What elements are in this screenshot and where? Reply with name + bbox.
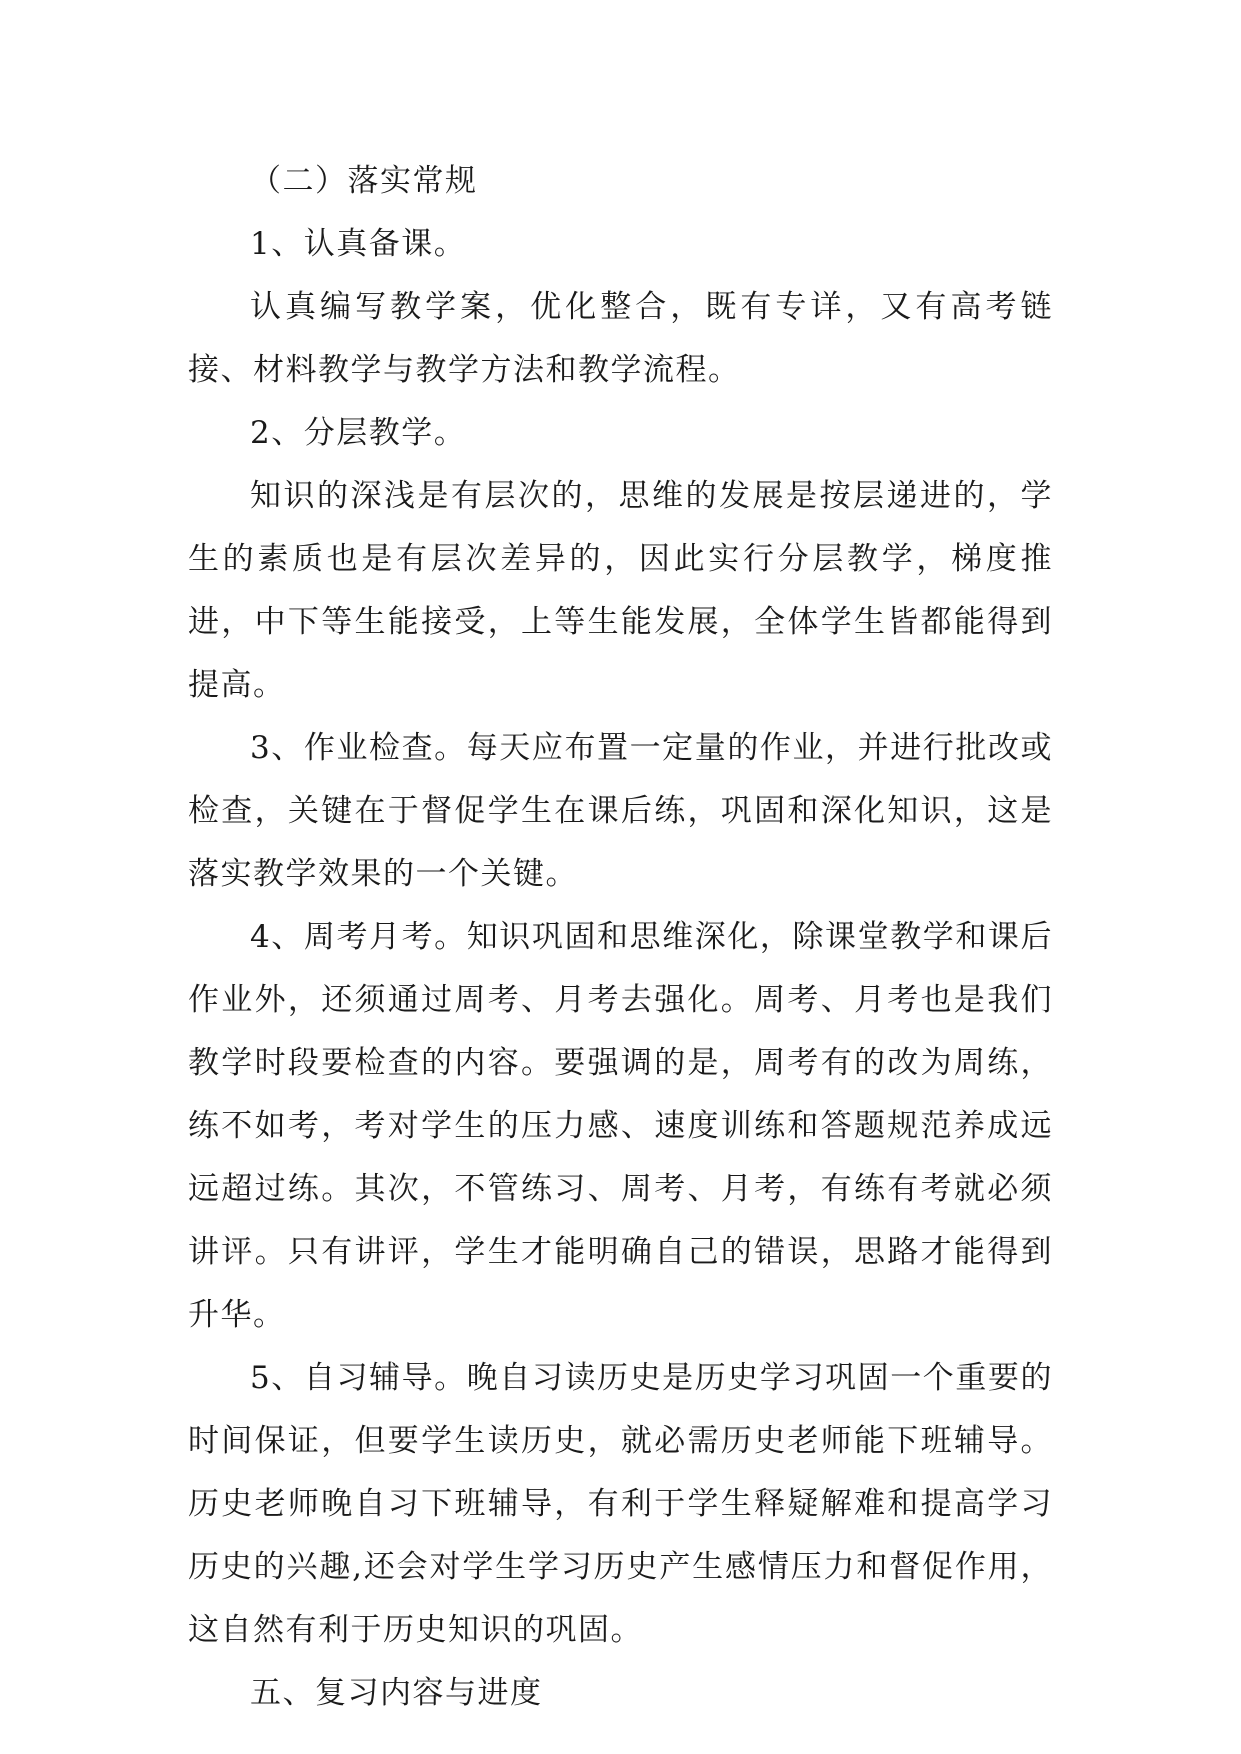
paragraph-lesson-prep: 认真编写教学案，优化整合，既有专详，又有高考链接、材料教学与教学方法和教学流程。 (188, 289, 1053, 388)
paragraph-tiered-teaching: 知识的深浅是有层次的，思维的发展是按层递进的，学生的素质也是有层次差异的，因此实行分层教学，梯度推进，中下等生能接受，上等生能发展，全体学生皆都能得到提高。 (188, 478, 1053, 703)
section-heading-review-content: 五、复习内容与进度 (250, 1675, 543, 1711)
document-body (188, 150, 1053, 1725)
paragraph-weekly-monthly-exams: 4、周考月考。知识巩固和思维深化，除课堂教学和课后作业外，还须通过周考、月考去强化。周考、月考也是我们教学时段要检查的内容。要强调的是，周考有的改为周练，练不如考，考对学生的压力感、速度训练和答题规范养成远远超过练。其次，不管练习、周考、月考，有练有考就必须讲评。只有讲评，学生才能明确自己的错误，思路才能得到升华。 (188, 919, 1053, 1333)
item-heading-tiered-teaching: 2、分层教学。 (250, 415, 467, 451)
item-heading-lesson-prep: 1、认真备课。 (250, 226, 467, 262)
paragraph-self-study-tutoring: 5、自习辅导。晚自习读历史是历史学习巩固一个重要的时间保证，但要学生读历史，就必需历史老师能下班辅导。历史老师晚自习下班辅导，有利于学生释疑解难和提高学习历史的兴趣,还会对学生学习历史产生感情压力和督促作用，这自然有利于历史知识的巩固。 (188, 1360, 1053, 1648)
section-heading-implement-routine: （二）落实常规 (250, 163, 478, 199)
paragraph-homework-check: 3、作业检查。每天应布置一定量的作业，并进行批改或检查，关键在于督促学生在课后练，巩固和深化知识，这是落实教学效果的一个关键。 (188, 730, 1053, 892)
